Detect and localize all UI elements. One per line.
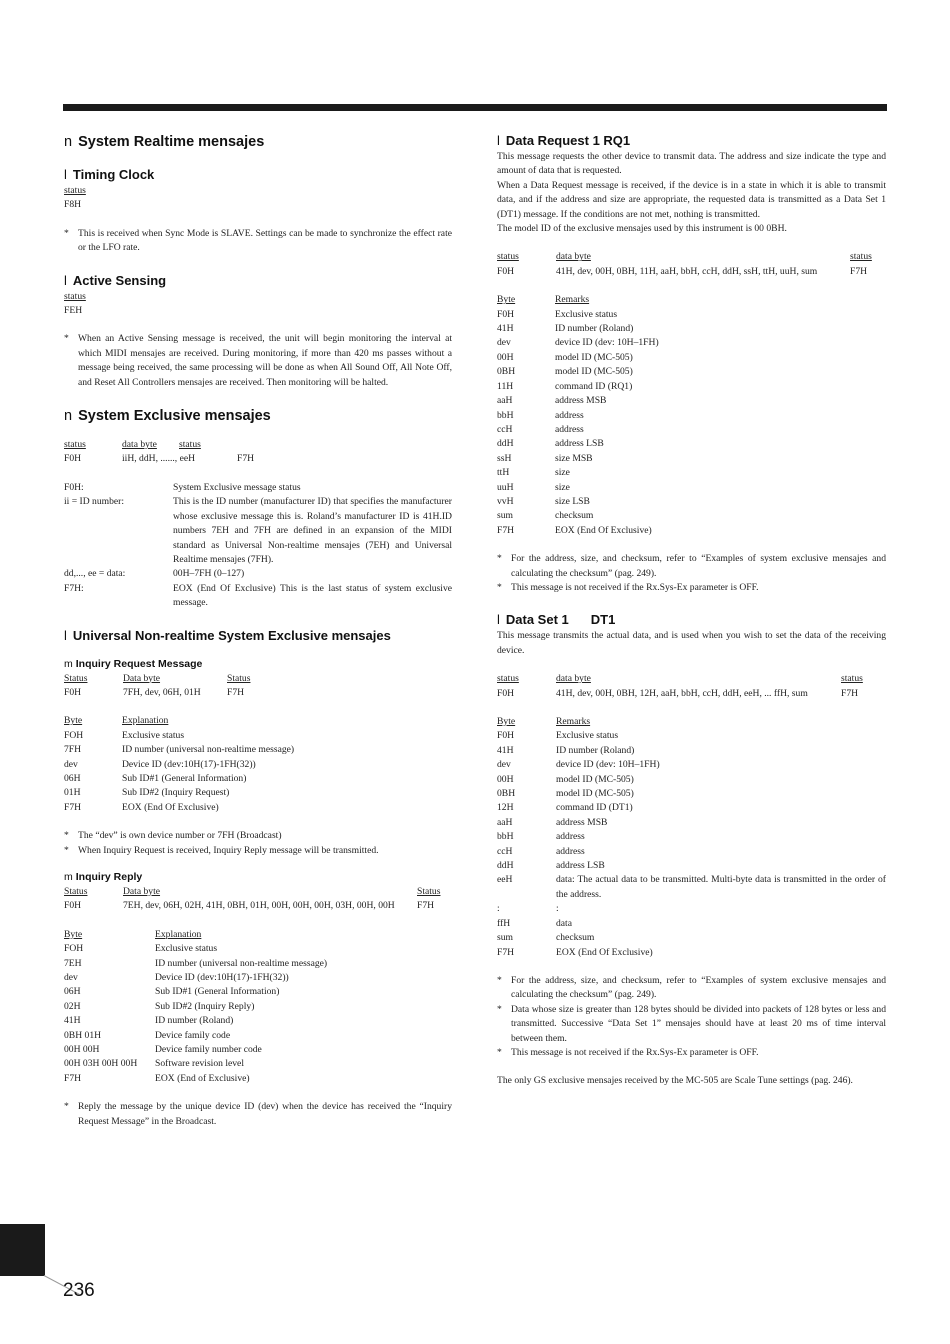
- byte-cell: FOH: [64, 943, 84, 955]
- byte-cell: 0BH: [497, 366, 516, 378]
- byte-table: [497, 308, 886, 539]
- byte-cell: 0BH 01H: [64, 1029, 102, 1041]
- explanation-cell: Software revision level: [155, 1058, 244, 1070]
- byte-cell: sum: [497, 932, 513, 944]
- status-header-row: Status Data byte Status: [64, 886, 441, 897]
- table-row: [497, 394, 886, 408]
- table-row: [497, 380, 886, 394]
- notes: [64, 829, 452, 858]
- status-header-row: status data byte status: [497, 673, 863, 685]
- inquiry-reply-title: m Inquiry Reply: [64, 871, 143, 883]
- explanation-cell: size: [555, 481, 570, 493]
- explanation-cell: ID number (universal non-realtime message): [122, 744, 295, 756]
- byte-cell: F0H: [497, 730, 515, 742]
- table-row: [497, 902, 886, 916]
- table-row: [497, 773, 886, 787]
- table-row: [497, 859, 886, 873]
- table-row: [497, 365, 886, 379]
- table-row: [497, 729, 886, 743]
- page-tab-marker: [0, 1224, 45, 1276]
- byte-cell: F7H: [64, 801, 82, 813]
- status-label: status: [64, 185, 86, 196]
- explanation-cell: EOX (End Of Exclusive): [556, 946, 653, 958]
- table-row: [497, 509, 886, 523]
- table-row: [64, 1000, 452, 1014]
- status-header-row: status data byte status: [64, 439, 201, 451]
- byte-header-row: Byte Remarks: [497, 294, 590, 306]
- byte-cell: FOH: [64, 729, 84, 741]
- table-row: [497, 466, 886, 480]
- paragraph: This message requests the other device to transmit data. The address and size indicate the type and amount of data that is requested.: [497, 151, 886, 177]
- explanation-cell: ID number (universal non-realtime message): [155, 957, 328, 969]
- byte-cell: dev: [497, 759, 511, 771]
- definition-list: F0H: System Exclusive message status ii = ID number: This is the ID number (manufacturer ID) that specifies the manufacturer whose exclusive message this is. Roland’s manufacturer ID is 41H.ID numbers 7EH and 7FH are defined in an expansion of the MIDI standard as Universal Non-realtime mensajes (7EH) and Universal Realtime mensajes (7FH). dd,..., ee = data: 00H–7FH (0–127) F7H: EOX (End Of Exclusive) This is the last status of system exclusive message.: [64, 481, 452, 609]
- inquiry-request-title: m Inquiry Request Message: [64, 657, 203, 670]
- byte-cell: 00H: [497, 351, 514, 363]
- subsection-title-active-sensing: l Active Sensing: [64, 272, 167, 288]
- byte-cell: F0H: [497, 308, 515, 320]
- byte-cell: 11H: [497, 380, 514, 392]
- subsection-title-rq1: l Data Request 1 RQ1: [497, 133, 631, 148]
- table-row: [497, 830, 886, 844]
- byte-cell: dev: [497, 337, 511, 349]
- explanation-cell: Sub ID#1 (General Information): [155, 986, 280, 998]
- notes: [64, 1100, 452, 1129]
- table-row: [497, 873, 886, 902]
- byte-cell: ddH: [497, 438, 514, 450]
- section-title-exclusive: n System Exclusive mensajes: [64, 408, 271, 425]
- byte-cell: ttH: [497, 467, 510, 479]
- explanation-cell: device ID (dev: 10H–1FH): [556, 759, 660, 771]
- byte-cell: 12H: [497, 802, 514, 814]
- table-row: [497, 758, 886, 772]
- note: * The “dev” is own device number or 7FH (Broadcast): [64, 830, 282, 842]
- table-row: [497, 437, 886, 451]
- byte-cell: 7FH: [64, 744, 82, 756]
- byte-table: [64, 942, 452, 1086]
- table-row: [497, 322, 886, 336]
- byte-cell: uuH: [497, 481, 514, 493]
- status-value-row: F0H 7EH, dev, 06H, 02H, 41H, 0BH, 01H, 00H, 00H, 00H, 03H, 00H, 00H F7H: [64, 900, 435, 912]
- table-row: [64, 1057, 452, 1071]
- explanation-cell: Exclusive status: [555, 308, 618, 320]
- status-value-row: F0H iiH, ddH, ......, eeH F7H: [64, 453, 255, 465]
- top-rule: [63, 104, 887, 111]
- byte-cell: 41H: [497, 323, 514, 335]
- byte-header-row: Byte Explanation: [64, 928, 202, 940]
- byte-table: [497, 729, 886, 960]
- explanation-cell: size: [555, 467, 570, 479]
- byte-cell: ccH: [497, 423, 513, 435]
- explanation-cell: checksum: [556, 932, 595, 944]
- status-label: status: [64, 290, 86, 302]
- section-title-realtime: n System Realtime mensajes: [64, 134, 265, 150]
- explanation-cell: Sub ID#2 (Inquiry Reply): [155, 1000, 255, 1012]
- byte-cell: 0BH: [497, 788, 516, 800]
- byte-cell: 7EH: [64, 957, 82, 969]
- table-row: [497, 801, 886, 815]
- note: * For the address, size, and checksum, refer to “Examples of system exclusive mensajes and calculating the checksum” (pag. 249).: [497, 553, 886, 579]
- explanation-cell: data: The actual data to be transmitted. Multi-byte data is transmitted in the order of the address.: [556, 874, 886, 900]
- byte-cell: F7H: [497, 524, 515, 536]
- explanation-cell: Device ID (dev:10H(17)-1FH(32)): [122, 758, 256, 770]
- left-column: [64, 132, 452, 1129]
- table-row: [64, 1014, 452, 1028]
- explanation-cell: :: [556, 903, 559, 915]
- byte-cell: dev: [64, 758, 78, 770]
- explanation-cell: address LSB: [556, 860, 605, 872]
- explanation-cell: size MSB: [555, 452, 593, 464]
- table-row: [497, 946, 886, 960]
- subsection-title-universal: l Universal Non-realtime System Exclusive mensajes: [64, 627, 391, 643]
- table-row: [64, 985, 452, 999]
- table-row: [497, 336, 886, 350]
- table-row: [497, 931, 886, 945]
- explanation-cell: ID number (Roland): [556, 744, 635, 756]
- table-row: [64, 729, 452, 743]
- byte-cell: F7H: [64, 1072, 82, 1084]
- explanation-cell: address LSB: [555, 438, 604, 450]
- byte-cell: 00H: [497, 773, 514, 785]
- explanation-cell: Sub ID#2 (Inquiry Request): [122, 787, 230, 799]
- byte-cell: bbH: [497, 831, 514, 843]
- status-value: F8H: [64, 199, 82, 211]
- byte-cell: ddH: [497, 860, 514, 872]
- byte-cell: :: [497, 903, 500, 915]
- explanation-cell: command ID (DT1): [556, 802, 633, 814]
- explanation-cell: command ID (RQ1): [555, 380, 633, 392]
- table-row: [497, 787, 886, 801]
- table-row: [497, 409, 886, 423]
- table-row: [64, 957, 452, 971]
- explanation-cell: Exclusive status: [155, 943, 218, 955]
- table-row: [497, 452, 886, 466]
- table-row: [497, 481, 886, 495]
- table-row: [497, 744, 886, 758]
- table-row: [497, 423, 886, 437]
- explanation-cell: checksum: [555, 510, 594, 522]
- byte-cell: F7H: [497, 946, 515, 958]
- explanation-cell: address MSB: [555, 395, 607, 407]
- table-row: [64, 743, 452, 757]
- table-row: [64, 772, 452, 786]
- note: * For the address, size, and checksum, refer to “Examples of system exclusive mensajes and calculating the checksum” (pag. 249).: [497, 974, 886, 1001]
- byte-cell: 41H: [497, 744, 514, 756]
- byte-cell: 41H: [64, 1015, 81, 1027]
- byte-cell: 06H: [64, 772, 81, 784]
- table-row: [64, 1043, 452, 1057]
- explanation-cell: address: [555, 423, 584, 435]
- byte-cell: 02H: [64, 1000, 81, 1012]
- explanation-cell: model ID (MC-505): [555, 366, 633, 378]
- explanation-cell: data: [556, 917, 572, 929]
- explanation-cell: Device family code: [155, 1029, 231, 1041]
- table-row: [497, 524, 886, 538]
- note: * This message is not received if the Rx.Sys-Ex parameter is OFF.: [497, 1046, 759, 1058]
- byte-header-row: Byte Explanation: [64, 715, 169, 727]
- byte-table: [64, 729, 452, 815]
- explanation-cell: model ID (MC-505): [556, 788, 634, 800]
- byte-cell: 00H 00H: [64, 1044, 100, 1056]
- right-column: [497, 132, 886, 1089]
- explanation-cell: address: [555, 409, 584, 421]
- note: * This message is not received if the Rx.Sys-Ex parameter is OFF.: [497, 581, 759, 593]
- explanation-cell: address: [556, 845, 585, 857]
- explanation-cell: ID number (Roland): [155, 1015, 234, 1027]
- paragraph: When a Data Request message is received, if the device is in a state in which it is able to transmit data, and if the address and size are appropriate, the requested data is transmitted as a Data Set 1 (DT1) message. If the conditions are not met, nothing is transmitted.: [497, 179, 886, 220]
- explanation-cell: device ID (dev: 10H–1FH): [555, 337, 659, 349]
- table-row: [64, 1029, 452, 1043]
- byte-cell: sum: [497, 510, 513, 522]
- explanation-cell: Device ID (dev:10H(17)-1FH(32)): [155, 972, 289, 984]
- explanation-cell: address MSB: [556, 816, 608, 828]
- byte-cell: ccH: [497, 845, 513, 857]
- explanation-cell: Exclusive status: [122, 729, 185, 741]
- table-row: [64, 942, 452, 956]
- explanation-cell: ID number (Roland): [555, 323, 634, 335]
- explanation-cell: EOX (End of Exclusive): [155, 1072, 250, 1084]
- table-row: [64, 758, 452, 772]
- paragraph: The model ID of the exclusive mensajes used by this instrument is 00 0BH.: [497, 223, 787, 235]
- table-row: [64, 786, 452, 800]
- byte-cell: vvH: [497, 495, 514, 507]
- note: * When an Active Sensing message is received, the unit will begin monitoring the interval at which MIDI mensajes are received. During monitoring, if more than 420 ms passes without a message being received, the same processing will be done as when All Sound Off, All Note Off, and Reset All Controllers mensajes are received. Then monitoring will be halted.: [64, 333, 452, 388]
- explanation-cell: EOX (End Of Exclusive): [122, 801, 219, 813]
- byte-cell: 01H: [64, 787, 81, 799]
- explanation-cell: Exclusive status: [556, 730, 619, 742]
- notes: [497, 974, 886, 1060]
- byte-cell: 00H 03H 00H 00H: [64, 1058, 138, 1070]
- explanation-cell: model ID (MC-505): [555, 351, 633, 363]
- byte-cell: 06H: [64, 986, 81, 998]
- note: * When Inquiry Request is received, Inquiry Reply message will be transmitted.: [64, 844, 379, 856]
- byte-cell: bbH: [497, 409, 514, 421]
- table-row: [497, 308, 886, 322]
- status-value: FEH: [64, 305, 83, 317]
- note: * Data whose size is greater than 128 bytes should be divided into packets of 128 bytes or less and transmitted. Successive “Data Set 1” mensajes should have at least 20 ms of time interval between them.: [497, 1003, 886, 1044]
- status-header-row: Status Data byte Status: [64, 672, 251, 684]
- table-row: [497, 495, 886, 509]
- table-row: [64, 1072, 452, 1086]
- byte-cell: dev: [64, 972, 78, 984]
- table-row: [64, 801, 452, 815]
- byte-cell: ffH: [497, 917, 511, 929]
- explanation-cell: size LSB: [555, 495, 590, 507]
- note: * This is received when Sync Mode is SLAVE. Settings can be made to synchronize the effect rate or the LFO rate.: [64, 227, 452, 254]
- byte-cell: aaH: [497, 395, 513, 407]
- explanation-cell: Device family number code: [155, 1044, 262, 1056]
- table-row: [497, 917, 886, 931]
- byte-cell: aaH: [497, 816, 513, 828]
- status-value-row: F0H 7FH, dev, 06H, 01H F7H: [64, 686, 245, 698]
- subsection-title-dt1: l Data Set 1 DT1: [497, 612, 616, 628]
- status-header-row: status data byte status: [497, 251, 872, 263]
- explanation-cell: EOX (End Of Exclusive): [555, 524, 652, 536]
- byte-header-row: Byte Remarks: [497, 716, 591, 727]
- table-row: [497, 816, 886, 830]
- table-row: [497, 845, 886, 859]
- paragraph: This message transmits the actual data, and is used when you wish to set the data of the receiving device.: [497, 630, 886, 656]
- byte-cell: ssH: [497, 452, 512, 464]
- status-value-row: F0H 41H, dev, 00H, 0BH, 12H, aaH, bbH, ccH, ddH, eeH, ... ffH, sum F7H: [497, 687, 859, 699]
- explanation-cell: address: [556, 831, 585, 843]
- note: * Reply the message by the unique device ID (dev) when the device has received the “Inquiry Request Message” in the Broadcast.: [64, 1101, 452, 1127]
- notes: [497, 552, 886, 595]
- subsection-title-timing-clock: l Timing Clock: [64, 167, 155, 182]
- explanation-cell: Sub ID#1 (General Information): [122, 772, 247, 784]
- table-row: [64, 971, 452, 985]
- status-value-row: F0H 41H, dev, 00H, 0BH, 11H, aaH, bbH, ccH, ddH, ssH, ttH, uuH, sum F7H: [497, 265, 868, 277]
- byte-cell: eeH: [497, 874, 513, 886]
- explanation-cell: model ID (MC-505): [556, 773, 634, 785]
- closing-paragraph: The only GS exclusive mensajes received by the MC-505 are Scale Tune settings (pag. 246).: [497, 1075, 853, 1087]
- table-row: [497, 351, 886, 365]
- page-number: 236: [63, 1280, 95, 1301]
